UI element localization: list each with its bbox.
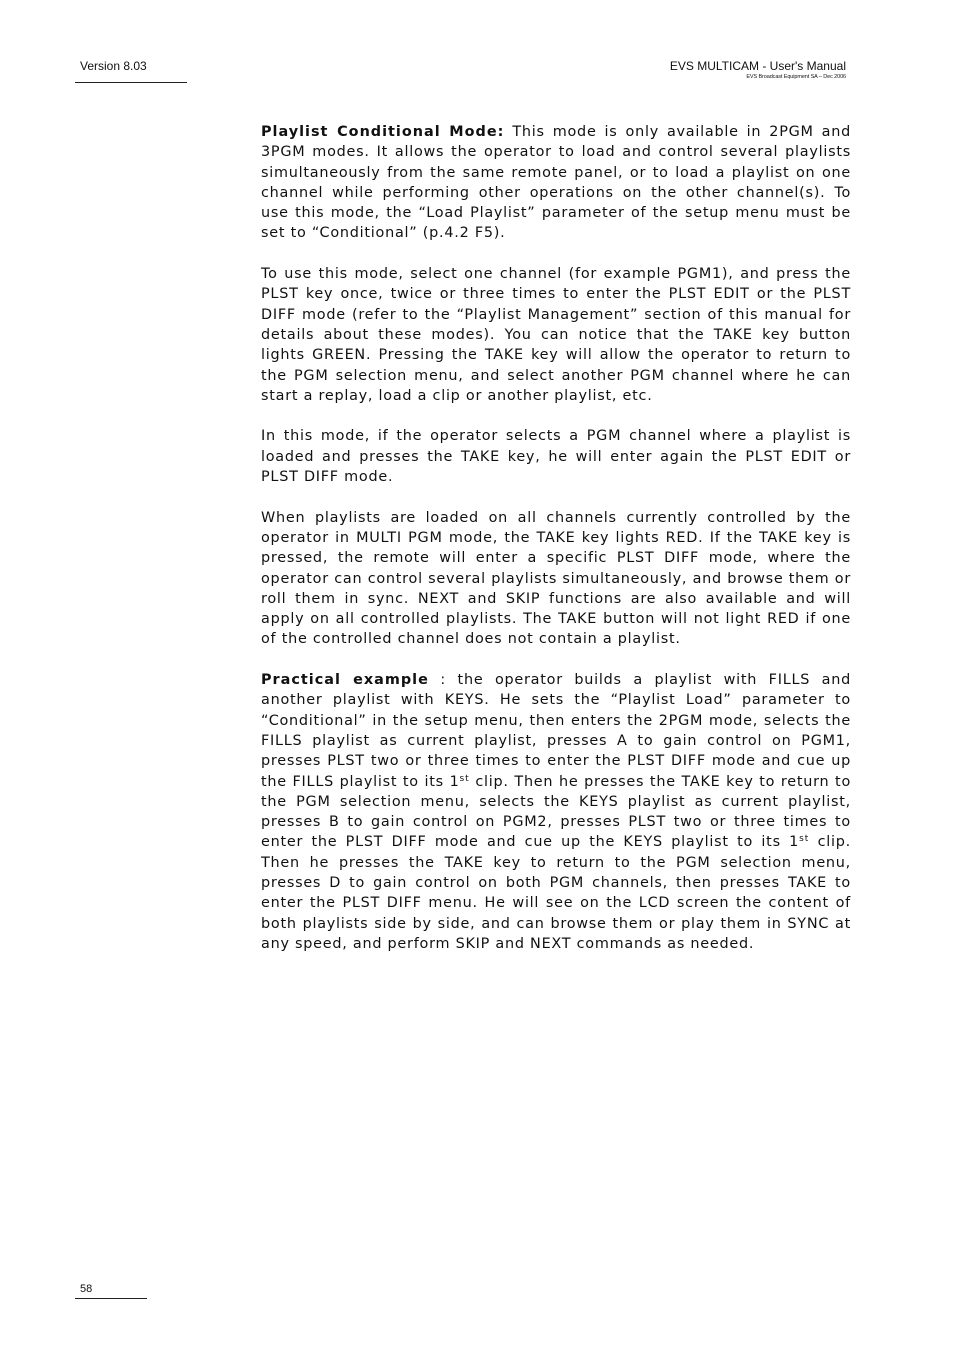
paragraph-usage: To use this mode, select one channel (for example PGM1), and press the PLST key once, twice or three times to enter the PLST EDIT or the PLST DIFF mode (refer to the “Playlist Management” section of this manual for details about these modes). You can notice that the TAKE key button lights GREEN. Pressing the TAKE key will allow the operator to return to the PGM selection menu, and select another PGM channel where he can start a replay, load a clip or another playlist, etc. — [261, 266, 851, 404]
paragraph-multi-pgm: When playlists are loaded on all channels currently controlled by the operator in MULTI PGM mode, the TAKE key lights RED. If the TAKE key is pressed, the remote will enter a specific PLST DIFF mode, where the operator can control several playlists simultaneously, and browse them or roll them in sync. NEXT and SKIP functions are also available and will apply on all controlled playlists. The TAKE button will not light RED if one of the controlled channel does not contain a playlist. — [261, 509, 851, 648]
paragraph-text: clip. Then he presses the TAKE key to return to the PGM selection menu, presses D to gain control on both PGM channels, then presses TAKE to enter the PLST DIFF menu. He will see on the LCD screen the content of both playlists side by side, and can browse them or play them in SYNC at any speed, and perform SKIP and NEXT commands as needed. — [261, 834, 851, 952]
page-number: 58 — [80, 1283, 93, 1295]
paragraph-practical-example — [261, 670, 851, 954]
paragraph-text: : the operator builds a playlist with FILLS and another playlist with KEYS. He sets the “Playlist Load” parameter to “Conditional” in the setup menu, then enters the 2PGM mode, selects the FILLS playlist as current playlist, presses A to gain control on PGM1, presses PLST two or three times to enter the PLST DIFF mode and cue up the FILLS playlist to its 1 — [261, 672, 851, 790]
header-divider — [75, 82, 187, 83]
ordinal-suffix: st — [459, 773, 470, 784]
version-label: Version 8.03 — [80, 59, 147, 73]
footer-divider — [75, 1298, 147, 1299]
paragraph-text: clip. Then he presses the TAKE key to return to the PGM selection menu, selects the KEYS playlist as current playlist, presses B to gain control on PGM2, presses PLST two or three times to enter the PLST DIFF mode and cue up the KEYS playlist to its 1 — [261, 773, 852, 851]
paragraph-text: This mode is only available in 2PGM and 3PGM modes. It allows the operator to load and control several playlists simultaneously from the same remote panel, or to load a playlist on one channel while performing other operations on the other channel(s). To use this mode, the “Load Playlist” parameter of the setup menu must be set to “Conditional” (p.4.2 F5). — [261, 124, 852, 242]
page-body — [261, 122, 851, 974]
ordinal-suffix: st — [799, 834, 810, 845]
paragraph-conditional-mode — [261, 122, 851, 244]
paragraph-heading: Playlist Conditional Mode: — [261, 124, 505, 140]
document-header — [670, 59, 846, 81]
paragraph-heading: Practical example — [261, 672, 429, 689]
publisher-line: EVS Broadcast Equipment SA – Dec 2006 — [746, 74, 846, 80]
manual-title: EVS MULTICAM - User's Manual — [669, 59, 846, 73]
paragraph-pgm-selection: In this mode, if the operator selects a PGM channel where a playlist is loaded and presses the TAKE key, he will enter again the PLST EDIT or PLST DIFF mode. — [261, 428, 851, 486]
